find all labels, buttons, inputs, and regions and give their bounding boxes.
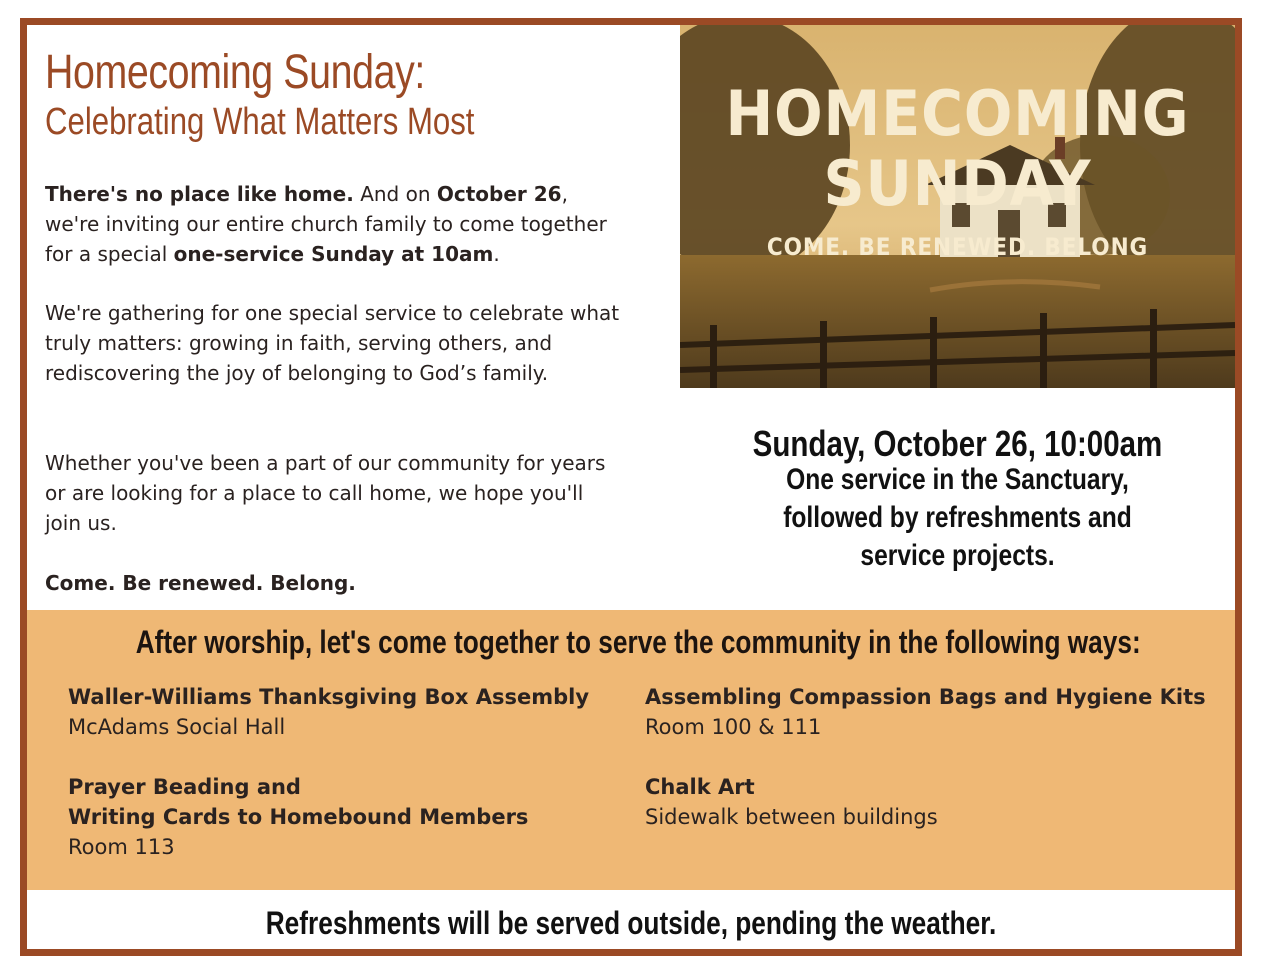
service-item-name: Assembling Compassion Bags and Hygiene Kits bbox=[645, 685, 1206, 709]
service-item-location: Room 100 & 111 bbox=[645, 715, 822, 739]
intro-text: , we're inviting our entire church family to come together for a special bbox=[45, 182, 607, 266]
event-detail-line-1: One service in the Sanctuary, bbox=[786, 463, 1129, 496]
flyer-frame bbox=[20, 18, 1242, 956]
event-date: Sunday, October 26, 10:00am bbox=[752, 423, 1163, 464]
service-item-location: Room 113 bbox=[68, 835, 175, 859]
intro-closing: Come. Be renewed. Belong. bbox=[45, 571, 356, 595]
hero-title-line-2: SUNDAY bbox=[823, 147, 1092, 220]
service-item bbox=[68, 682, 589, 742]
hero-tagline: COME. BE RENEWED. BELONG bbox=[766, 233, 1149, 261]
hero-title-line-1: HOMECOMING bbox=[725, 77, 1190, 150]
intro-text: . bbox=[493, 242, 500, 266]
service-item-name-line-2: Writing Cards to Homebound Members bbox=[68, 805, 529, 829]
service-heading: After worship, let's come together to serve the community in the following ways: bbox=[135, 624, 1141, 660]
page-subtitle: Celebrating What Matters Most bbox=[45, 101, 475, 143]
event-detail-line-2: followed by refreshments and bbox=[783, 501, 1132, 534]
page-title: Homecoming Sunday: bbox=[45, 46, 425, 99]
refreshments-note: Refreshments will be served outside, pending the weather. bbox=[265, 905, 997, 941]
service-item-name: Waller-Williams Thanksgiving Box Assembly bbox=[68, 685, 590, 709]
intro-paragraph-3: Whether you've been a part of our community for years or are looking for a place to call home, we hope you'll join us. bbox=[45, 451, 606, 535]
intro-lead: There's no place like home. bbox=[45, 182, 354, 206]
intro-paragraph-2: We're gathering for one special service to celebrate what truly matters: growing in faith, serving others, and rediscovering the joy of belonging to God’s family. bbox=[45, 301, 620, 385]
service-item bbox=[645, 682, 1206, 742]
intro-service-time: one-service Sunday at 10am bbox=[173, 242, 494, 266]
service-item-location: Sidewalk between buildings bbox=[645, 805, 938, 829]
intro-date: October 26 bbox=[436, 182, 562, 206]
service-item bbox=[68, 772, 528, 862]
service-item-name: Chalk Art bbox=[645, 775, 755, 799]
service-item bbox=[645, 772, 938, 832]
service-item-location: McAdams Social Hall bbox=[68, 715, 286, 739]
intro-paragraph-1 bbox=[45, 179, 625, 269]
event-detail-line-3: service projects. bbox=[860, 539, 1055, 572]
service-projects-band bbox=[27, 610, 1235, 890]
hero-image bbox=[680, 25, 1235, 388]
intro-text: And on bbox=[353, 182, 437, 206]
service-item-name: Prayer Beading and bbox=[68, 775, 301, 799]
